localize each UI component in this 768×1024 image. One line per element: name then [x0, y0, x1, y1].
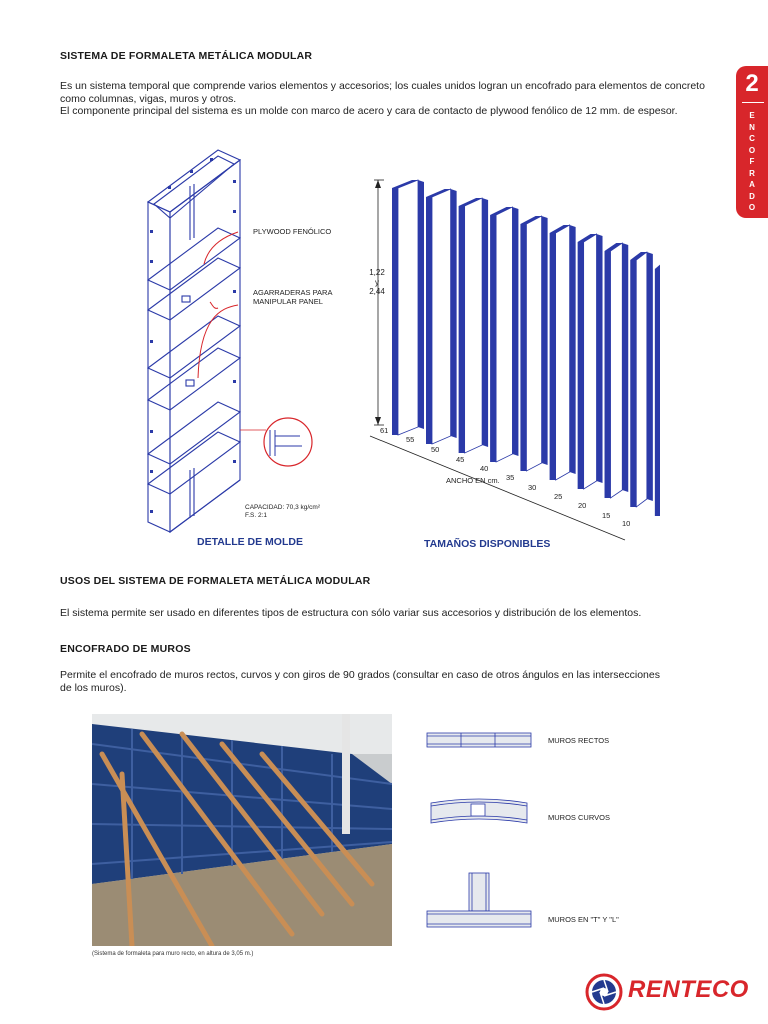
size-panel	[459, 198, 488, 453]
label-t-l-walls: MUROS EN "T" Y "L"	[548, 915, 619, 924]
label-straight-walls: MUROS RECTOS	[548, 736, 610, 745]
width-label: 35	[506, 473, 515, 482]
width-label: 25	[554, 492, 563, 501]
intro-line: como columnas, vigas, muros y otros.	[60, 92, 237, 105]
size-panel	[605, 243, 629, 498]
aperture-icon	[584, 972, 624, 1012]
capacity-text: CAPACIDAD: 70,3 kg/cm²	[245, 504, 321, 511]
walls-paragraph	[60, 669, 730, 694]
sizes-drawing	[360, 150, 660, 550]
tab-letter: E	[749, 111, 755, 120]
size-panel	[520, 216, 547, 471]
intro-line: Es un sistema temporal que comprende varios elementos y accesorios; los cuales unidos logran un encofrado para elementos de concreto	[60, 80, 705, 92]
chapter-label	[736, 110, 768, 214]
sizes-caption: TAMAÑOS DISPONIBLES	[424, 538, 551, 550]
width-label: 45	[456, 455, 465, 464]
size-panel	[550, 225, 576, 480]
size-panel	[655, 261, 660, 516]
walls-line: Permite el encofrado de muros rectos, curvos y con giros de 90 grados (consultar en caso de otros ángulos en las intersecciones	[60, 669, 660, 681]
width-label: 30	[528, 483, 537, 492]
tab-letter: A	[749, 180, 755, 189]
tab-letter: O	[748, 145, 756, 155]
label-handles-line: AGARRADERAS PARA	[253, 288, 333, 297]
photo-illustration	[92, 714, 392, 946]
width-label: 61	[380, 426, 389, 435]
tab-letter: C	[749, 134, 755, 143]
tab-letter: N	[749, 122, 755, 132]
size-panel	[578, 234, 603, 489]
height-dimension	[368, 268, 386, 297]
label-curved-walls: MUROS CURVOS	[548, 813, 610, 822]
chapter-tab	[736, 66, 768, 218]
width-label: 40	[480, 464, 489, 473]
width-label: 20	[578, 501, 587, 510]
width-label: 55	[406, 435, 415, 444]
wall-formwork-photo	[92, 714, 392, 946]
tab-divider	[742, 102, 764, 103]
label-plywood: PLYWOOD FENÓLICO	[253, 227, 332, 236]
wall-types-diagrams	[425, 725, 535, 950]
width-axis-label: ANCHO EN cm.	[446, 476, 500, 485]
width-label: 15	[602, 511, 611, 520]
brand-logo	[584, 972, 749, 1012]
intro-paragraph	[60, 80, 730, 118]
height-conjunction: y	[375, 277, 379, 287]
mold-detail-drawing	[130, 140, 350, 540]
intro-line: El componente principal del sistema es un molde con marco de acero y cara de contacto de plywood fenólico de 12 mm. de espesor.	[60, 105, 678, 117]
tab-letter: R	[749, 168, 755, 178]
tab-letter: F	[749, 157, 755, 166]
size-panel	[426, 189, 457, 444]
label-handles-line: MANIPULAR PANEL	[253, 297, 323, 306]
size-panel	[490, 207, 518, 462]
section-title-walls: ENCOFRADO DE MUROS	[60, 643, 191, 655]
safety-factor-text: F.S. 2:1	[245, 512, 268, 519]
straight-wall-diagram	[427, 733, 531, 747]
tab-letter: D	[749, 191, 755, 201]
size-panel	[392, 180, 424, 435]
height-value: 1,22	[369, 268, 385, 277]
curved-wall-diagram	[431, 799, 527, 823]
walls-line: de los muros).	[60, 681, 127, 694]
t-wall-diagram	[427, 873, 531, 927]
label-handles	[253, 288, 332, 306]
section-title-system: SISTEMA DE FORMALETA METÁLICA MODULAR	[60, 50, 313, 62]
chapter-number: 2	[745, 70, 759, 97]
photo-caption: (Sistema de formaleta para muro recto, en altura de 3,05 m.)	[92, 951, 254, 957]
mold-detail-caption: DETALLE DE MOLDE	[197, 536, 303, 548]
section-title-uses: USOS DEL SISTEMA DE FORMALETA METÁLICA MODULAR	[60, 575, 371, 587]
height-value: 2,44	[369, 287, 385, 296]
brand-name: RENTECO	[628, 976, 749, 1003]
size-panel	[630, 252, 653, 507]
width-label: 50	[431, 445, 440, 454]
tab-letter: O	[748, 203, 756, 212]
capacity-note	[245, 504, 320, 520]
uses-paragraph: El sistema permite ser usado en diferentes tipos de estructura con sólo variar sus accesorios y distribución de los elementos.	[60, 607, 642, 619]
width-label: 10	[622, 519, 631, 528]
